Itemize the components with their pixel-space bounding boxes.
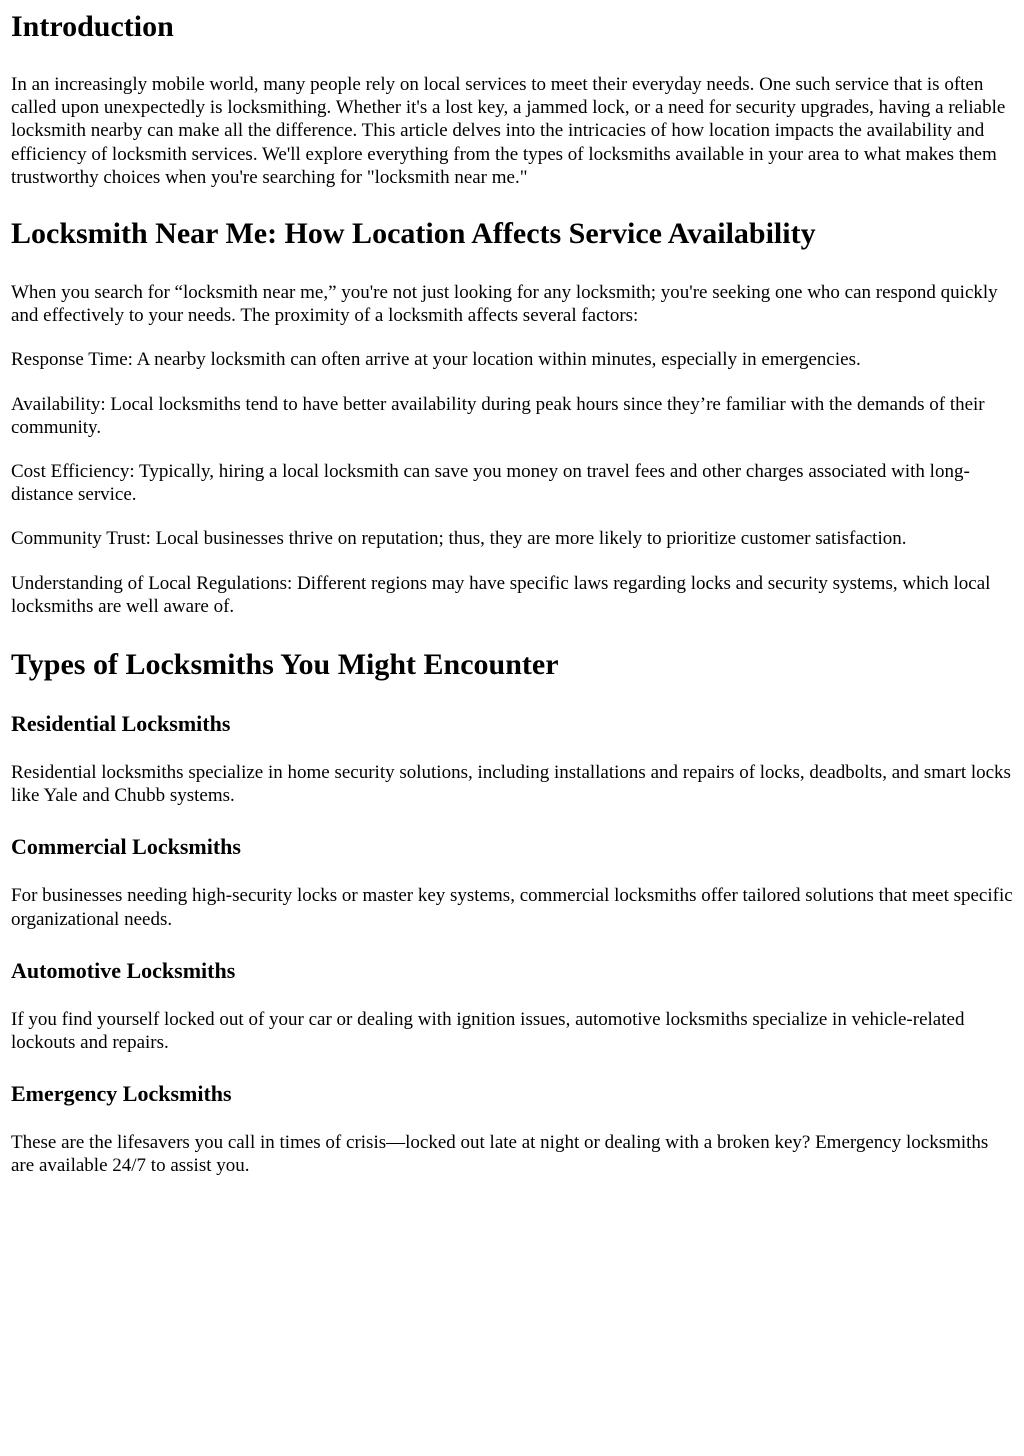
- factor-community-trust: Community Trust: Local businesses thrive on reputation; thus, they are more likely to prioritize customer satisfaction.: [11, 528, 907, 550]
- emergency-heading: Emergency Locksmiths: [11, 1081, 232, 1107]
- near-me-intro-paragraph: When you search for “locksmith near me,” you're not just looking for any locksmith; you're seeking one who can respond quickly and effectively to your needs. The proximity of a locksmith affects several factors:: [11, 282, 998, 327]
- factor-response-time: Response Time: A nearby locksmith can often arrive at your location within minutes, especially in emergencies.: [11, 349, 861, 371]
- near-me-heading: Locksmith Near Me: How Location Affects Service Availability: [11, 217, 816, 251]
- commercial-heading: Commercial Locksmiths: [11, 834, 241, 860]
- types-heading: Types of Locksmiths You Might Encounter: [11, 648, 559, 682]
- factor-cost-efficiency: Cost Efficiency: Typically, hiring a local locksmith can save you money on travel fees and other charges associated with long-distance service.: [11, 461, 970, 506]
- intro-paragraph: In an increasingly mobile world, many people rely on local services to meet their everyday needs. One such service that is often called upon unexpectedly is locksmithing. Whether it's a lost key, a jammed lock, or a need for security upgrades, having a reliable locksmith nearby can make all the difference. This article delves into the intricacies of how location impacts the availability and efficiency of locksmith services. We'll explore everything from the types of locksmiths available in your area to what makes them trustworthy choices when you're searching for "locksmith near me.": [11, 74, 1006, 188]
- automotive-heading: Automotive Locksmiths: [11, 957, 236, 983]
- emergency-paragraph: These are the lifesavers you call in times of crisis—locked out late at night or dealing with a broken key? Emergency locksmiths are available 24/7 to assist you.: [11, 1132, 989, 1177]
- factor-local-regulations: Understanding of Local Regulations: Different regions may have specific laws regarding locks and security systems, which local locksmiths are well aware of.: [11, 572, 991, 617]
- intro-section: [11, 10, 1013, 189]
- intro-heading: Introduction: [11, 10, 174, 43]
- residential-paragraph: Residential locksmiths specialize in home security solutions, including installations and repairs of locks, deadbolts, and smart locks like Yale and Chubb systems.: [11, 762, 1011, 807]
- residential-heading: Residential Locksmiths: [11, 711, 231, 737]
- factor-availability: Availability: Local locksmiths tend to have better availability during peak hours since they’re familiar with the demands of their community.: [11, 393, 985, 438]
- automotive-paragraph: If you find yourself locked out of your car or dealing with ignition issues, automotive locksmiths specialize in vehicle-related lockouts and repairs.: [11, 1008, 965, 1054]
- commercial-paragraph: For businesses needing high-security locks or master key systems, commercial locksmiths offer tailored solutions that meet specific organizational needs.: [11, 885, 1013, 930]
- article: [0, 10, 1024, 1178]
- types-section: [11, 648, 1013, 1178]
- near-me-section: [11, 217, 1013, 618]
